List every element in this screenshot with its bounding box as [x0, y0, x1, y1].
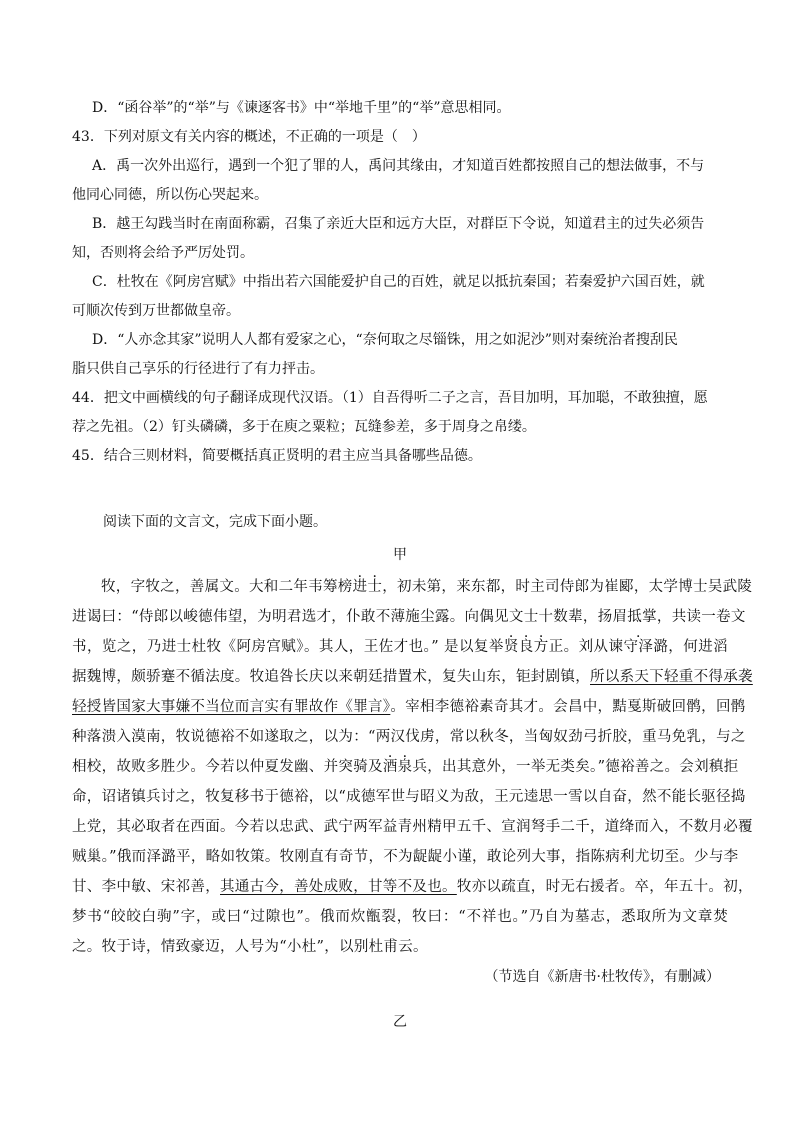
underlined-sentence: 其通古今，善处成败，甘等不及也。	[220, 879, 457, 895]
passage-source: （节选自《新唐书·杜牧传》，有删减）	[484, 969, 720, 985]
q44-stem: 44．把文中画横线的句子翻译成现代汉语。（1）自吾得听二子之言，吾目加明，耳加聪，不敢独擅，愿	[72, 390, 708, 406]
q43-option-c-cont: 可顺次传到万世都做皇帝。	[72, 303, 240, 319]
q43-option-a-cont: 他同心同德，所以伤心哭起来。	[72, 187, 268, 203]
passage-line-9: 上党，其必取者在西面。今若以忠武、武宁两军益青州精甲五千、宣润弩手二千，道绛而入，不数月必覆	[72, 819, 753, 835]
q43-option-d: D．“人亦念其家”说明人人都有爱家之心，“奈何取之尽锱铢，用之如泥沙”则对秦统治者搜刮民	[92, 332, 678, 348]
emphasis-char: 正。刘从谏守泽潞，何进滔 ·	[549, 639, 728, 655]
underlined-sentence: 所以系天下轻重不得承袭	[590, 669, 753, 685]
emphasis-char: 泉	[397, 759, 413, 775]
q43-stem: 43．下列对原文有关内容的概述，不正确的一项是（ ）	[72, 129, 426, 145]
passage-line-2: 进谒曰：“侍郎以峻德伟望，为明君选才，仆敢不薄施尘露。向偶见文士十数辈，扬眉抵掌，共读一卷文	[72, 609, 746, 625]
passage-line-3: 书，览之，乃进士杜牧《阿房宫赋》。其人，王佐才也。” 是以复举贤良方正。刘从谏守泽潞，何进滔 ·	[72, 637, 728, 657]
emphasis-char: 酒	[382, 759, 398, 775]
q43-option-a: A．禹一次外出巡行，遇到一个犯了罪的人，禹问其缘由，才知道百姓都按照自己的想法做事，不与	[92, 158, 705, 174]
reading-intro: 阅读下面的文言文，完成下面小题。	[103, 514, 327, 530]
underlined-sentence: 轻授皆国家大事嫌不当位而言实有罪故作《罪言》	[72, 699, 391, 715]
q44-stem-cont: 荐之先祖。（2）钉头磷磷，多于在庾之粟粒；瓦缝参差，多于周身之帛缕。	[72, 419, 536, 435]
emphasis-char: 方	[533, 639, 549, 655]
q43-option-d-cont: 脂只供自己享乐的行径进行了有力抨击。	[72, 361, 324, 377]
q42-option-d: D．“函谷举”的“举”与《谏逐客书》中“举地千里”的“举”意思相同。	[92, 100, 511, 116]
passage-line-6: 种落溃入漠南，牧说德裕不如遂取之，以为：“两汉伐虏，常以秋冬，当匈奴劲弓折胶，重马免乳，与之	[72, 729, 746, 745]
q43-option-c: C．杜牧在《阿房宫赋》中指出若六国能爱护自己的百姓，就足以抵抗秦国；若秦爱护六国百姓，就	[92, 274, 705, 290]
emphasis-char: 士	[367, 579, 383, 595]
passage-line-4: 据魏博，颇骄蹇不循法度。牧追咎长庆以来朝廷措置术，复失山东，钜封剧镇，所以系天下轻重不得承袭	[72, 669, 753, 685]
passage-line-7: 相校，故败多胜少。今若以仲夏发幽、并突骑及酒泉兵，出其意外，一举无类矣。”德裕善之。会刘稹拒	[72, 759, 739, 775]
emphasis-char: 进	[352, 579, 368, 595]
q43-option-b: B．越王勾践当时在南面称霸，召集了亲近大臣和远方大臣，对群臣下令说，知道君主的过失必须告	[92, 216, 705, 232]
passage-line-11: 甘、李中敏、宋祁善，其通古今，善处成败，甘等不及也。牧亦以疏直，时无右援者。卒，年五十。初，	[72, 879, 753, 895]
passage-line-5: 轻授皆国家大事嫌不当位而言实有罪故作《罪言》。宰相李德裕素奇其才。会昌中，黠戛斯破回鹘，回鹘	[72, 699, 746, 715]
passage-line-13: 之。牧于诗，情致豪迈，人号为“小杜”，以别杜甫云。	[72, 939, 428, 955]
passage-yi-title: 乙	[393, 1014, 407, 1030]
emphasis-char: 贤	[503, 639, 519, 655]
passage-jia-title: 甲	[393, 547, 407, 563]
passage-line-10: 贼巢。”俄而泽潞平，略如牧策。牧刚直有奇节，不为龊龊小谨，敢论列大事，指陈病利尤切至。少与李	[72, 849, 739, 865]
q45-stem: 45．结合三则材料，简要概括真正贤明的君主应当具备哪些品德。	[72, 448, 482, 464]
passage-line-8: 命，诏诸镇兵讨之，牧复移书于德裕，以“成德军世与昭义为敌，王元逵思一雪以自奋，然不能长驱径捣	[72, 789, 746, 805]
passage-line-12: 梦书“皎皎白驹”字，或曰“过隙也”。俄而炊甑裂，牧曰：“不祥也。”乃自为墓志，悉取所为文章焚	[72, 909, 728, 925]
q43-option-b-cont: 知，否则将会给予严厉处罚。	[72, 245, 254, 261]
passage-line-1: 牧，字牧之，善属文。大和二年韦筹榜进士，初未第，来东都，时主司侍郎为崔郾，太学博士吴武陵	[101, 579, 753, 595]
emphasis-char: 良	[518, 639, 534, 655]
